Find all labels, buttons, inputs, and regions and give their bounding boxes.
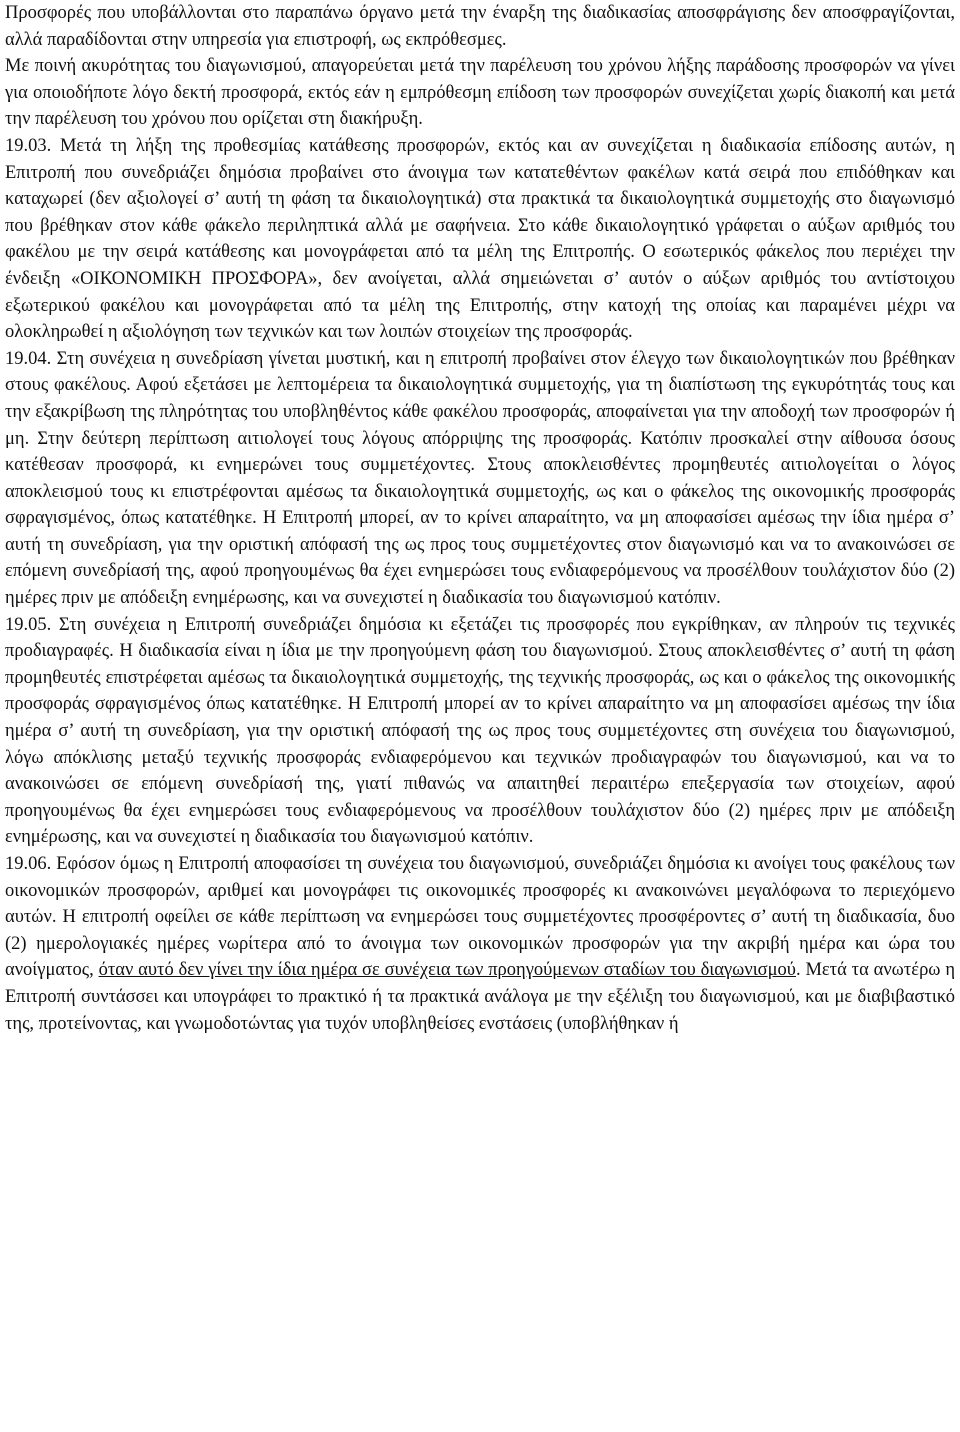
paragraph-opening-late-offers [5, 0, 955, 53]
paragraph-text: 19.04. Στη συνέχεια η συνεδρίαση γίνεται μυστική, και η επιτροπή προβαίνει στον έλεγχο των δικαιολογητικών που βρέθηκαν στους φακέλους. Αφού εξετάσει με λεπτομέρεια τα δικαιολογητικά συμμετοχής, για τη διαπίστωση της εγκυρότητάς τους και την εξακρίβωση της πληρότητας του υποβληθέντος κάθε φακέλου προσφοράς, αποφαίνεται για την αποδοχή των προσφορών ή μη. Στην δεύτερη περίπτωση αιτιολογεί τους λόγους απόρριψης της προσφοράς. Κατόπιν προσκαλεί στην αίθουσα όσους κατέθεσαν προσφορά, κι ενημερώνει τους συμμετέχοντες. Στους αποκλεισθέντες προμηθευτές αιτιολογείται ο λόγος αποκλεισμού τους κι επιστρέφονται αμέσως τα δικαιολογητικά συμμετοχής, ως και ο φάκελος της οικονομικής προσφοράς σφραγισμένος, όπως κατατέθηκε. Η Επιτροπή μπορεί, αν το κρίνει απαραίτητο, να μη αποφασίσει αμέσως την ίδια ημέρα σ’ αυτή τη συνεδρίαση, για την οριστική απόφασή της ως προς τους συμμετέχοντες στον διαγωνισμό και να το ανακοινώσει σε επόμενη συνεδρίασή της, αφού προηγουμένως θα έχει ενημερώσει τους ενδιαφερόμενους να προσέλθουν τουλάχιστον δύο (2) ημέρες πριν με απόδειξη ενημέρωσης, και να συνεχιστεί η διαδικασία του διαγωνισμού κατόπιν. [5, 348, 955, 609]
paragraph-text: 19.05. Στη συνέχεια η Επιτροπή συνεδριάζει δημόσια κι εξετάζει τις προσφορές που εγκρίθηκαν, αν πληρούν τις τεχνικές προδιαγραφές. Η διαδικασία είναι η ίδια με την προηγούμενη φάση του διαγωνισμού. Στους αποκλεισθέντες σ’ αυτή τη φάση προμηθευτές επιστρέφεται αμέσως τα δικαιολογητικά συμμετοχής, της τεχνικής προσφοράς, ως και ο φάκελος της οικονομικής προσφοράς σφραγισμένος όπως κατατέθηκε. Η Επιτροπή μπορεί αν το κρίνει απαραίτητο να μη αποφασίσει αμέσως την ίδια ημέρα σ’ αυτή τη συνεδρίαση, για την οριστική απόφασή της ως προς τους συμμετέχοντες στη συνέχεια του διαγωνισμού, λόγω απόκλισης μεταξύ τεχνικής προσφοράς ενδιαφερόμενου και τεχνικών προδιαγραφών του διαγωνισμού, και να το ανακοινώσει σε επόμενη συνεδρίασή της, γιατί πιθανώς να απαιτηθεί περαιτέρω επεξεργασία των στοιχείων, αφού προηγουμένως θα έχει ενημερώσει τους ενδιαφερόμενους να προσέλθουν τουλάχιστον δύο (2) ημέρες πριν με απόδειξη ενημέρωσης, και να συνεχιστεί η διαδικασία του διαγωνισμού κατόπιν. [5, 614, 955, 848]
paragraph-19-03 [5, 133, 955, 346]
underlined-text: όταν αυτό δεν γίνει την ίδια ημέρα σε συνέχεια των προηγούμενων σταδίων του διαγωνισμού [98, 960, 796, 981]
paragraph-19-04 [5, 346, 955, 612]
paragraph-19-05 [5, 612, 955, 851]
paragraph-text: . Μετά τα ανωτέρω η Επιτροπή συντάσσει και υπογράφει το πρακτικό ή τα πρακτικά ανάλογα με την εξέλιξη του διαγωνισμού, και με διαβιβαστικό της, προτείνοντας, και γνωμοδοτώντας για τυχόν υποβληθείσες ενστάσεις (υποβλήθηκαν ή [5, 960, 955, 1034]
paragraph-text: 19.06. Εφόσον όμως η Επιτροπή αποφασίσει τη συνέχεια του διαγωνισμού, συνεδριάζει δημόσια κι ανοίγει τους φακέλους των οικονομικών προσφορών, αριθμεί και μονογράφει τις οικονομικές προσφορές κι ανακοινώνει μεγαλόφωνα το περιεχόμενο αυτών. Η επιτροπή οφείλει σε κάθε περίπτωση να ενημερώσει τους συμμετέχοντες προσφέροντες σ’ αυτή τη διαδικασία, δυο (2) ημερολογιακές ημέρες νωρίτερα από το άνοιγμα των οικονομικών προσφορών για την ακριβή ημέρα και ώρα του ανοίγματος, [5, 854, 955, 981]
paragraph-text: Προσφορές που υποβάλλονται στο παραπάνω όργανο μετά την έναρξη της διαδικασίας αποσφράγισης δεν αποσφραγίζονται, αλλά παραδίδονται στην υπηρεσία για επιστροφή, ως εκπρόθεσμες. [5, 3, 955, 50]
paragraph-19-06 [5, 851, 955, 1037]
paragraph-invalidity-clause [5, 53, 955, 133]
paragraph-text: Με ποινή ακυρότητας του διαγωνισμού, απαγορεύεται μετά την παρέλευση του χρόνου λήξης παράδοσης προσφορών να γίνει για οποιοδήποτε λόγο δεκτή προσφορά, εκτός εάν η εμπρόθεσμη επίδοση των προσφορών συνεχίζεται χωρίς διακοπή και μετά την παρέλευση του χρόνου που ορίζεται στη διακήρυξη. [5, 56, 955, 130]
paragraph-text: 19.03. Μετά τη λήξη της προθεσμίας κατάθεσης προσφορών, εκτός και αν συνεχίζεται η διαδικασία επίδοσης αυτών, η Επιτροπή που συνεδριάζει δημόσια προβαίνει στο άνοιγμα των κατατεθέντων φακέλων κατά σειρά που επιδόθηκαν και καταχωρεί (δεν αξιολογεί σ’ αυτή τη φάση τα δικαιολογητικά) στα πρακτικά τα δικαιολογητικά συμμετοχής στο διαγωνισμό που βρέθηκαν στον κάθε φάκελο περιληπτικά αλλά με σαφήνεια. Στο κάθε δικαιολογητικό γράφεται ο αύξων αριθμός του φακέλου με την σειρά κατάθεσης και μονογράφεται από τα μέλη της Επιτροπής. Ο εσωτερικός φάκελος που περιέχει την ένδειξη «ΟΙΚΟΝΟΜΙΚΗ ΠΡΟΣΦΟΡΑ», δεν ανοίγεται, αλλά σημειώνεται σ’ αυτόν ο αύξων αριθμός του αντίστοιχου εξωτερικού φακέλου και μονογράφεται από τα μέλη της Επιτροπής, στην κατοχή της οποίας και παραμένει μέχρι να ολοκληρωθεί η αξιολόγηση των τεχνικών και των λοιπών στοιχείων της προσφοράς. [5, 135, 955, 343]
